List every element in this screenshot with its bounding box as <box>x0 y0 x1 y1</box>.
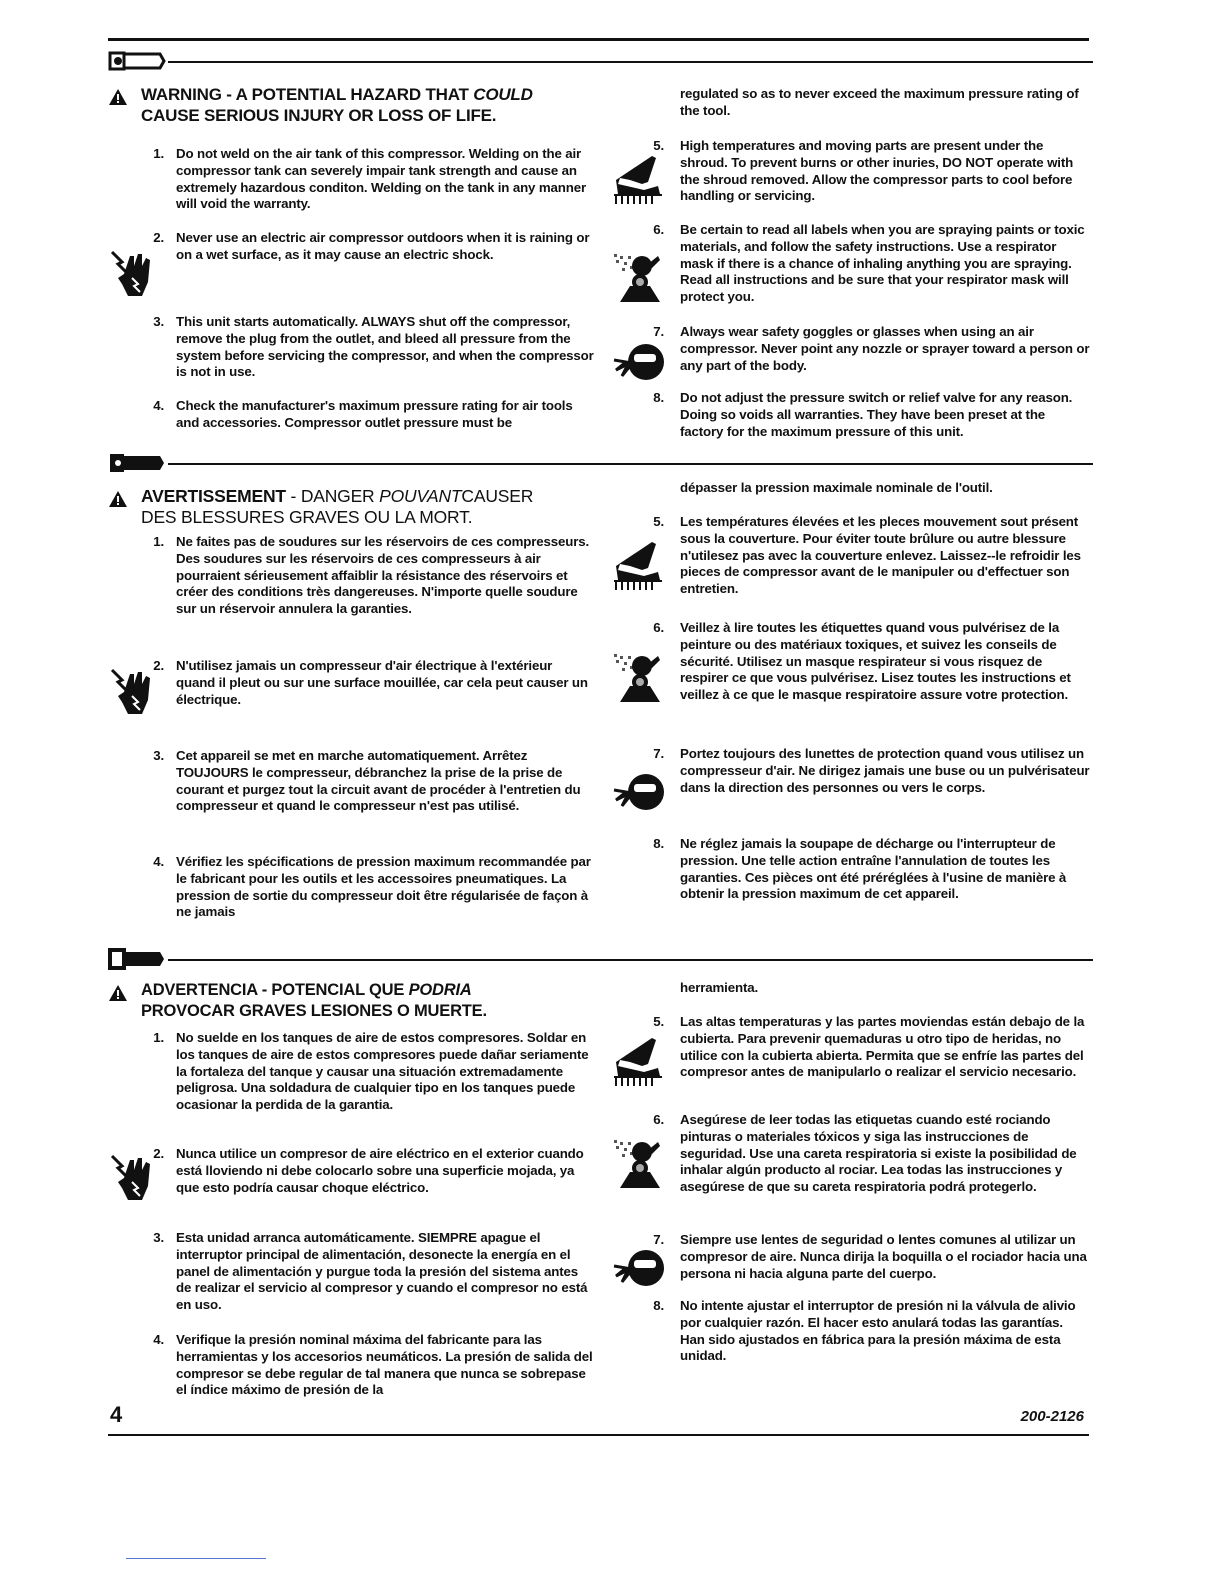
list-item <box>653 1014 1090 1081</box>
title-emphasis: COULD <box>473 85 533 104</box>
item-number: 2. <box>153 658 164 673</box>
hot-surface-hand-icon <box>612 1036 664 1088</box>
title-line-2: DES BLESSURES GRAVES OU LA MORT. <box>141 507 473 527</box>
item-text: No suelde en los tanques de aire de estos compresores. Soldar en los tanques de aire de estos compresores puede dañar seriamente la fortaleza del tanque y causar una situación extremadamente peligrosa. Una soldadura de cualquier tipo en los tanques puede ocasionar la perdida de la garantia. <box>176 1030 589 1113</box>
item-text: Do not weld on the air tank of this compressor. Welding on the air compressor tank can severely impair tank strength and cause an extremely hazardous conditon. Welding on the tank in any manner will void the warranty. <box>176 146 586 212</box>
list-item <box>153 1230 594 1314</box>
list-item <box>153 314 594 381</box>
document-code: 200-2126 <box>1020 1408 1084 1425</box>
title-emphasis: POUVANT <box>379 486 462 506</box>
list-item <box>153 1146 594 1196</box>
electric-shock-hand-icon <box>108 248 156 300</box>
list-item <box>153 658 594 708</box>
title-text: WARNING - A POTENTIAL HAZARD THAT <box>141 85 469 104</box>
safety-goggles-icon <box>612 772 664 814</box>
item-text: Esta unidad arranca automáticamente. SIEMPRE apague el interruptor principal de alimentación, desonecte la energía en el panel de alimentación y purgue toda la presión del sistema antes de realizar el servicio al compresor y cuando el compresor no está en uso. <box>176 1230 588 1313</box>
section-rule <box>168 463 1093 465</box>
electric-shock-hand-icon <box>108 1152 156 1204</box>
item-number: 5. <box>653 514 664 529</box>
item-text: Be certain to read all labels when you are spraying paints or toxic materials, and follow the safety instructions. Use a respirator mask if there is a chance of inhaling anything you are spraying. Read all instructions and be sure that your respirator mask will protect you. <box>680 222 1085 305</box>
section-title <box>116 980 586 1022</box>
item-text: N'utilisez jamais un compresseur d'air électrique à l'extérieur quand il pleut ou sur une surface mouillée, car cela peut causer un électrique. <box>176 658 588 707</box>
list-item <box>153 854 594 921</box>
item-text: Vérifiez les spécifications de pression maximum recommandée par le fabricant pour les outils et les accessoires pneumatiques. La pression de sortie du compresseur doit être régularisée de façon à ne jamais <box>176 854 591 920</box>
open-flag-icon <box>108 452 166 474</box>
section-french <box>0 452 1224 942</box>
hot-surface-hand-icon <box>612 154 664 206</box>
item-text: Siempre use lentes de seguridad o lentes comunes al utilizar un compresor de aire. Nunca dirija la boquilla o el rociador hacia una persona ni hacia alguna parte del cuerpo. <box>680 1232 1087 1281</box>
list-item <box>653 1112 1090 1196</box>
list-item <box>653 1298 1090 1365</box>
section-title <box>116 84 586 126</box>
list-item <box>153 1332 594 1399</box>
item-number: 1. <box>153 146 164 161</box>
item-text: Never use an electric air compressor outdoors when it is raining or on a wet surface, as it may cause an electric shock. <box>176 230 590 262</box>
item-number: 1. <box>153 534 164 549</box>
item-text: Ne faites pas de soudures sur les réservoirs de ces compresseurs. Des soudures sur les réservoirs de ces compresseurs à air pourraient sérieusement affaiblir la résistance des réservoirs et créer des conditions très dangereuses. N'importe quelle soudure sur un réservoir annulera la garanties. <box>176 534 590 617</box>
item-text: No intente ajustar el interruptor de presión ni la válvula de alivio por cualquier razón. El hacer esto anulará todas las garantías. Han sido ajustados en fábrica para la presión máxima de esta unidad. <box>680 1298 1076 1364</box>
footer-rule <box>108 1434 1089 1436</box>
item-text: Veillez à lire toutes les étiquettes quand vous pulvérisez de la peinture ou des matériaux toxiques, et suivez les conseils de sécurité. Utilisez un masque respirateur si vous risquez de respirer ce que vous pulvérisez. Lisez toutes les instructions et veillez à ce que le masque respiratoire assure votre protection. <box>680 620 1071 703</box>
item-number: 8. <box>653 390 664 405</box>
continued-text: regulated so as to never exceed the maximum pressure rating of the tool. <box>680 86 1079 118</box>
list-item <box>153 146 594 213</box>
item-number: 3. <box>153 748 164 763</box>
continued-text: herramienta. <box>680 980 759 995</box>
warning-triangle-icon <box>109 985 127 1001</box>
list-item <box>153 230 594 264</box>
item-number: 6. <box>653 620 664 635</box>
section-english <box>0 50 1224 450</box>
open-flag-icon <box>108 50 166 72</box>
scan-artifact-line <box>126 1558 266 1559</box>
item-text: Always wear safety goggles or glasses when using an air compressor. Never point any nozzle or sprayer toward a person or any part of the body. <box>680 324 1090 373</box>
list-item <box>653 324 1090 374</box>
respirator-mask-icon <box>612 1138 664 1188</box>
item-number: 2. <box>153 1146 164 1161</box>
item-text: Las altas temperaturas y las partes moviendas están debajo de la cubierta. Para prevenir quemaduras u otro tipo de heridas, no utilice con la cubierta abierta. Permita que se enfríe las partes del compresor antes de manipularlo o realizar el servicio necesario. <box>680 1014 1085 1080</box>
item-text: Asegúrese de leer todas las etiquetas cuando esté rociando pinturas o materiales tóxicos y siga las instrucciones de seguridad. Use una careta respiratoria si existe la posibilidad de inhalar algún producto al rociar. Lea todas las instrucciones y asegúrese de que su careta respiratoria podrá protegerlo. <box>680 1112 1077 1195</box>
title-line-2: PROVOCAR GRAVES LESIONES O MUERTE. <box>141 1002 487 1020</box>
item-text: Do not adjust the pressure switch or relief valve for any reason. Doing so voids all warranties. They have been preset at the factory for the maximum pressure of this unit. <box>680 390 1073 439</box>
warning-triangle-icon <box>109 89 127 105</box>
item-number: 8. <box>653 836 664 851</box>
section-spanish <box>0 948 1224 1398</box>
list-item <box>153 398 594 432</box>
item-text: Verifique la presión nominal máxima del fabricante para las herramientas y los accesorios neumáticos. La presión de salida del compresor se debe regular de tal manera que nunca se sobrepase el índice máximo de presión de la <box>176 1332 593 1398</box>
item-number: 6. <box>653 1112 664 1127</box>
open-flag-icon <box>108 948 166 970</box>
list-item <box>653 620 1090 704</box>
list-item <box>653 746 1090 796</box>
electric-shock-hand-icon <box>108 666 156 718</box>
section-rule <box>168 959 1093 961</box>
list-item <box>153 1030 594 1114</box>
list-item <box>153 534 594 618</box>
hot-surface-hand-icon <box>612 540 664 592</box>
item-number: 5. <box>653 1014 664 1029</box>
item-number: 3. <box>153 1230 164 1245</box>
section-header <box>108 50 1093 74</box>
list-item <box>653 390 1090 440</box>
list-item <box>653 514 1090 598</box>
item-number: 4. <box>153 854 164 869</box>
title-emphasis: PODRIA <box>408 981 472 999</box>
section-title <box>116 486 586 528</box>
item-number: 7. <box>653 324 664 339</box>
item-number: 2. <box>153 230 164 245</box>
item-number: 7. <box>653 1232 664 1247</box>
continued-text: dépasser la pression maximale nominale de l'outil. <box>680 480 993 495</box>
list-item <box>653 836 1090 903</box>
item-number: 8. <box>653 1298 664 1313</box>
section-header <box>108 948 1093 972</box>
list-item <box>653 1232 1090 1282</box>
item-text: Cet appareil se met en marche automatiquement. Arrêtez TOUJOURS le compresseur, débranchez la prise de la prise de courant et purgez tout la circuit avant de procéder à l'entretien du compresseur et quand le compresseur n'est pas utilisé. <box>176 748 581 814</box>
item-text: Check the manufacturer's maximum pressure rating for air tools and accessories. Compressor outlet pressure must be <box>176 398 573 430</box>
item-number: 3. <box>153 314 164 329</box>
safety-goggles-icon <box>612 1248 664 1290</box>
title-end: CAUSER <box>461 486 534 506</box>
safety-goggles-icon <box>612 342 664 384</box>
list-item <box>153 748 594 815</box>
respirator-mask-icon <box>612 252 664 302</box>
title-text: AVERTISSEMENT <box>141 486 286 506</box>
item-number: 1. <box>153 1030 164 1045</box>
item-number: 4. <box>153 398 164 413</box>
top-rule <box>108 38 1089 41</box>
item-number: 4. <box>153 1332 164 1347</box>
item-text: Portez toujours des lunettes de protection quand vous utilisez un compresseur d'air. Ne dirigez jamais une buse ou un pulvérisateur dans la direction des personnes ou vers le corps. <box>680 746 1090 795</box>
respirator-mask-icon <box>612 652 664 702</box>
title-mid: - DANGER <box>285 486 380 506</box>
item-text: Les températures élevées et les pleces mouvement sout présent sous la couverture. Pour éviter toute brûlure ou autre blessure n'utilesez pas avec la couverture enlevez. Laissez--le refroidir les pieces de compressor avant de le manipuler ou d'effectuer son entretien. <box>680 514 1081 597</box>
item-number: 7. <box>653 746 664 761</box>
item-number: 5. <box>653 138 664 153</box>
title-text: ADVERTENCIA - POTENCIAL QUE <box>141 981 405 999</box>
list-item <box>653 222 1090 306</box>
section-rule <box>168 61 1093 63</box>
item-text: High temperatures and moving parts are present under the shroud. To prevent burns or other inuries, DO NOT operate with the shroud removed. Allow the compressor parts to cool before handling or servicing. <box>680 138 1074 204</box>
item-text: This unit starts automatically. ALWAYS shut off the compressor, remove the plug from the outlet, and bleed all pressure from the system before servicing the compressor, and when the compressor is not in use. <box>176 314 594 380</box>
list-item <box>653 138 1090 205</box>
page-number: 4 <box>110 1402 123 1427</box>
title-line-2: CAUSE SERIOUS INJURY OR LOSS OF LIFE. <box>141 106 497 125</box>
item-number: 6. <box>653 222 664 237</box>
warning-triangle-icon <box>109 491 127 507</box>
item-text: Ne réglez jamais la soupape de décharge ou l'interrupteur de pression. Une telle action entraîne l'annulation de toutes les garanties. Ces pièces ont été préréglées à l'usine de manière à obtenir la pression maximum de cet appareil. <box>680 836 1067 902</box>
section-header <box>108 452 1093 476</box>
item-text: Nunca utilice un compresor de aire eléctrico en el exterior cuando está lloviendo ni debe colocarlo sobre una superficie mojada, ya que esto podría causar choque eléctrico. <box>176 1146 584 1195</box>
